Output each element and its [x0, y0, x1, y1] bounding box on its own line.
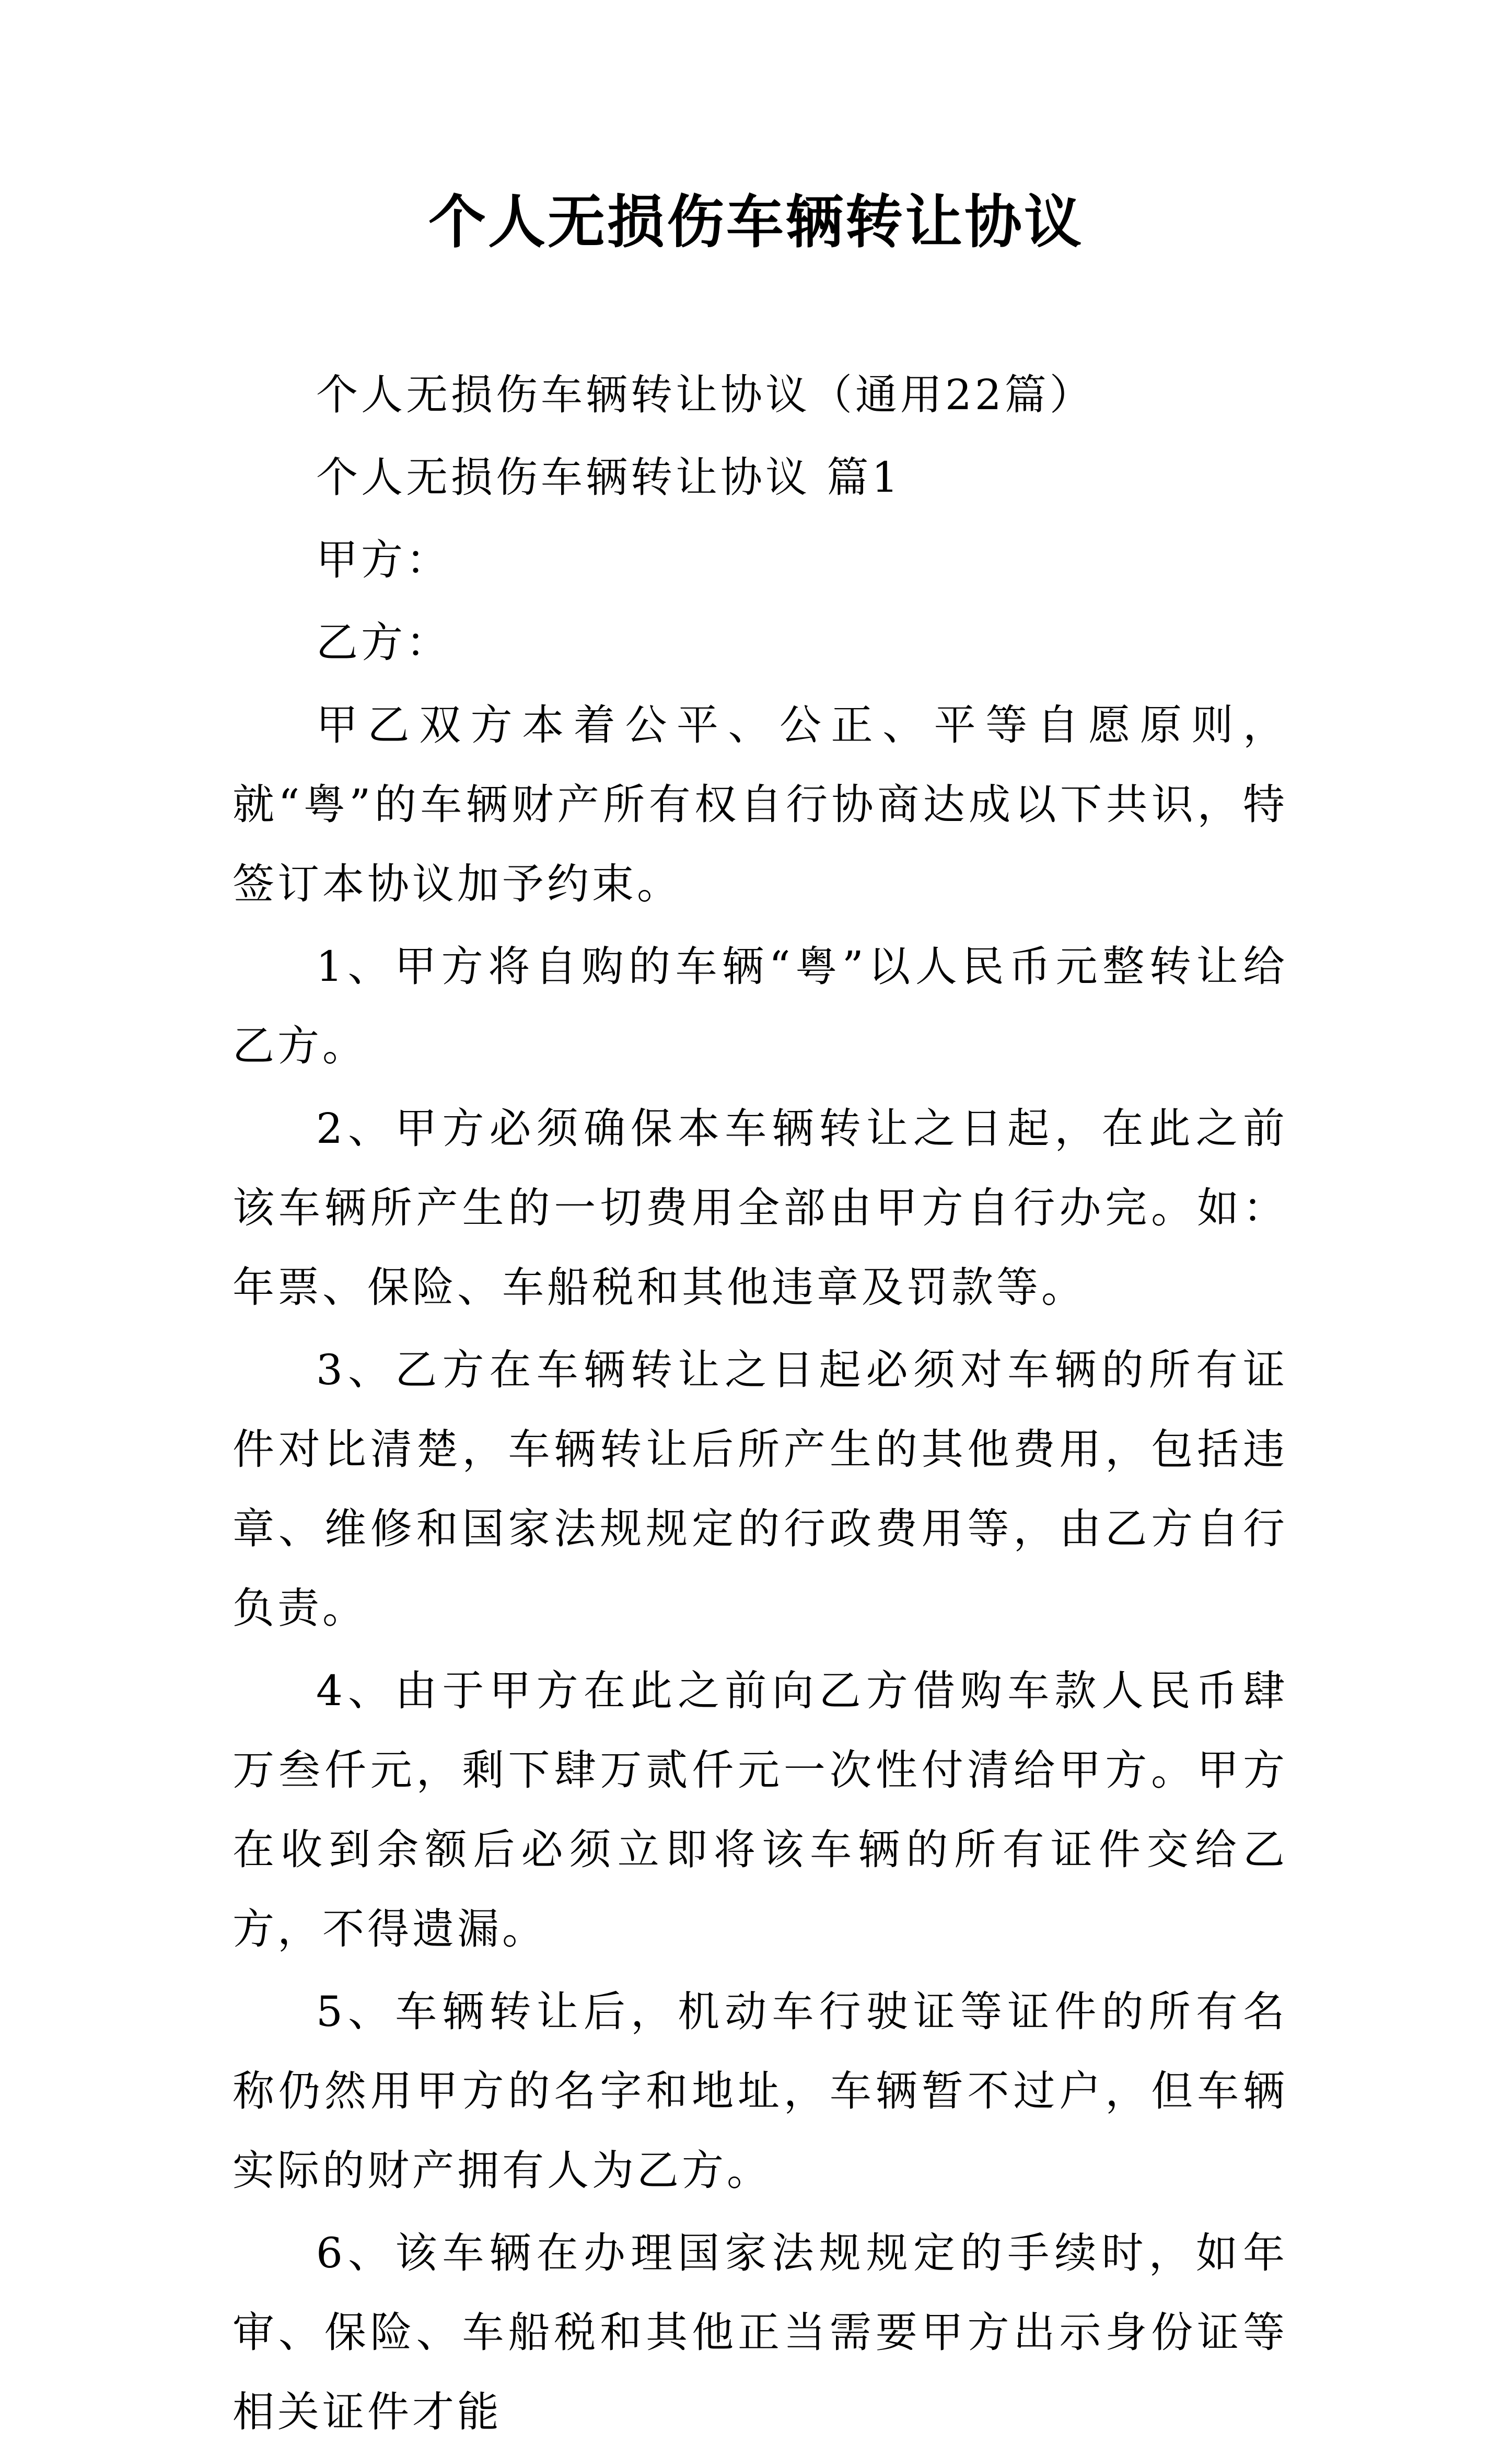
- clause-6: 6、该车辆在办理国家法规规定的手续时，如年审、保险、车船税和其他正当需要甲方出示身份证等相关证件才能: [232, 2229, 1288, 2436]
- clause-2: 2、甲方必须确保本车辆转让之日起，在此之前该车辆所产生的一切费用全部由甲方自行办完。如：年票、保险、车船税和其他违章及罚款等。: [232, 1104, 1288, 1312]
- section-heading: 个人无损伤车辆转让协议 篇1: [316, 453, 902, 502]
- party-a-line: 甲方：: [316, 536, 451, 584]
- subtitle-line: 个人无损伤车辆转让协议（通用22篇）: [316, 370, 1095, 419]
- clause-3: 3、乙方在车辆转让之日起必须对车辆的所有证件对比清楚，车辆转让后所产生的其他费用，包括违章、维修和国家法规规定的行政费用等，由乙方自行负责。: [232, 1346, 1288, 1632]
- clause-1: 1、甲方将自购的车辆“粤”以人民币元整转让给乙方。: [232, 942, 1288, 1070]
- document-body: [232, 355, 1288, 2455]
- party-b-line: 乙方：: [316, 618, 451, 667]
- clause-5: 5、车辆转让后，机动车行驶证等证件的所有名称仍然用甲方的名字和地址，车辆暂不过户，但车辆实际的财产拥有人为乙方。: [232, 1987, 1288, 2195]
- document-title: 个人无损伤车辆转让协议: [428, 189, 1084, 256]
- preamble-paragraph: 甲乙双方本着公平、公正、平等自愿原则，就“粤”的车辆财产所有权自行协商达成以下共识，特签订本协议加予约束。: [232, 701, 1288, 908]
- clause-4: 4、由于甲方在此之前向乙方借购车款人民币肆万叁仟元，剩下肆万贰仟元一次性付清给甲方。甲方在收到余额后必须立即将该车辆的所有证件交给乙方，不得遗漏。: [232, 1666, 1288, 1953]
